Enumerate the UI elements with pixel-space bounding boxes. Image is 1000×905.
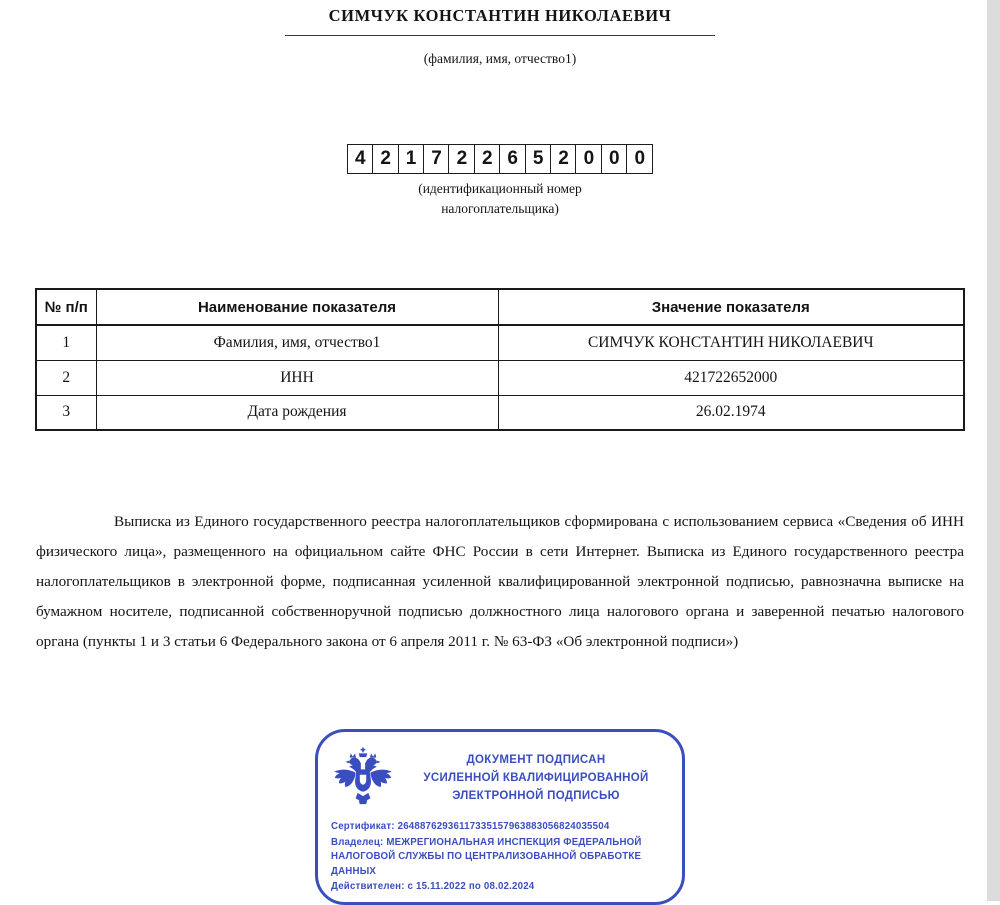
table-row xyxy=(36,325,964,360)
inn-digit: 0 xyxy=(575,144,602,174)
table-header-row xyxy=(36,289,964,325)
inn-digit-boxes xyxy=(0,144,1000,174)
stamp-title-line2: УСИЛЕННОЙ КВАЛИФИЦИРОВАННОЙ xyxy=(423,772,649,785)
legal-note-paragraph: Выписка из Единого государственного реестра налогоплательщиков сформирована с использованием сервиса «Сведения об ИНН физического лица», размещенного на официальном сайте ФНС России в сети Интернет. Выписка из Единого государственного реестра налогоплательщиков в электронной форме, подписанная усиленной квалифицированной электронной подписью, равнозначна выписке на бумажном носителе, подписанной собственноручной подписью должностного лица налогового органа и заверенной печатью налогового органа (пункты 1 и 3 статьи 6 Федерального закона от 6 апреля 2011 г. № 63-ФЗ «Об электронной подписи») xyxy=(36,513,964,651)
document-header xyxy=(0,6,1000,36)
inn-digit: 6 xyxy=(499,144,526,174)
row-number: 3 xyxy=(36,395,96,430)
inn-digit: 2 xyxy=(372,144,399,174)
column-header-number: № п/п xyxy=(36,289,96,325)
inn-digit: 2 xyxy=(550,144,577,174)
inn-digit: 5 xyxy=(525,144,552,174)
stamp-title xyxy=(405,752,667,805)
stamp-validity: Действителен: с 15.11.2022 по 08.02.2024 xyxy=(331,881,535,893)
inn-digit: 7 xyxy=(423,144,450,174)
stamp-title-line3: ЭЛЕКТРОННОЙ ПОДПИСЬЮ xyxy=(452,789,620,802)
inn-digit: 4 xyxy=(347,144,374,174)
inn-digit: 2 xyxy=(448,144,475,174)
inn-digit: 2 xyxy=(474,144,501,174)
taxpayer-full-name: СИМЧУК КОНСТАНТИН НИКОЛАЕВИЧ xyxy=(285,6,716,36)
indicator-value: 421722652000 xyxy=(498,360,964,395)
inn-caption-line1: (идентификационный номер xyxy=(418,181,582,196)
indicators-table xyxy=(35,288,965,431)
stamp-certificate: Сертификат: 26488762936117335157963883056824035504 xyxy=(331,821,610,832)
indicator-name: Дата рождения xyxy=(96,395,498,430)
column-header-indicator-name: Наименование показателя xyxy=(96,289,498,325)
stamp-details xyxy=(331,820,667,895)
inn-digit: 0 xyxy=(601,144,628,174)
scrollbar-track[interactable] xyxy=(987,0,1000,901)
table-row xyxy=(36,360,964,395)
indicator-value: 26.02.1974 xyxy=(498,395,964,430)
table-row xyxy=(36,395,964,430)
stamp-title-line1: ДОКУМЕНТ ПОДПИСАН xyxy=(466,754,606,767)
inn-digit: 0 xyxy=(626,144,653,174)
inn-caption-line2: налогоплательщика) xyxy=(441,200,559,216)
column-header-indicator-value: Значение показателя xyxy=(498,289,964,325)
stamp-top-section xyxy=(331,743,667,815)
row-number: 1 xyxy=(36,325,96,360)
indicator-name: ИНН xyxy=(96,360,498,395)
row-number: 2 xyxy=(36,360,96,395)
full-name-caption: (фамилия, имя, отчество1) xyxy=(423,51,577,66)
inn-digit: 1 xyxy=(398,144,425,174)
indicator-name: Фамилия, имя, отчество1 xyxy=(96,325,498,360)
indicator-value: СИМЧУК КОНСТАНТИН НИКОЛАЕВИЧ xyxy=(498,325,964,360)
inn-caption xyxy=(0,179,1000,218)
coat-of-arms-double-headed-eagle-icon xyxy=(331,743,395,815)
stamp-owner: Владелец: МЕЖРЕГИОНАЛЬНАЯ ИНСПЕКЦИЯ ФЕДЕРАЛЬНОЙ НАЛОГОВОЙ СЛУЖБЫ ПО ЦЕНТРАЛИЗОВАННОЙ ОБРАБОТКЕ ДАННЫХ xyxy=(331,836,642,877)
electronic-signature-stamp xyxy=(315,729,685,905)
